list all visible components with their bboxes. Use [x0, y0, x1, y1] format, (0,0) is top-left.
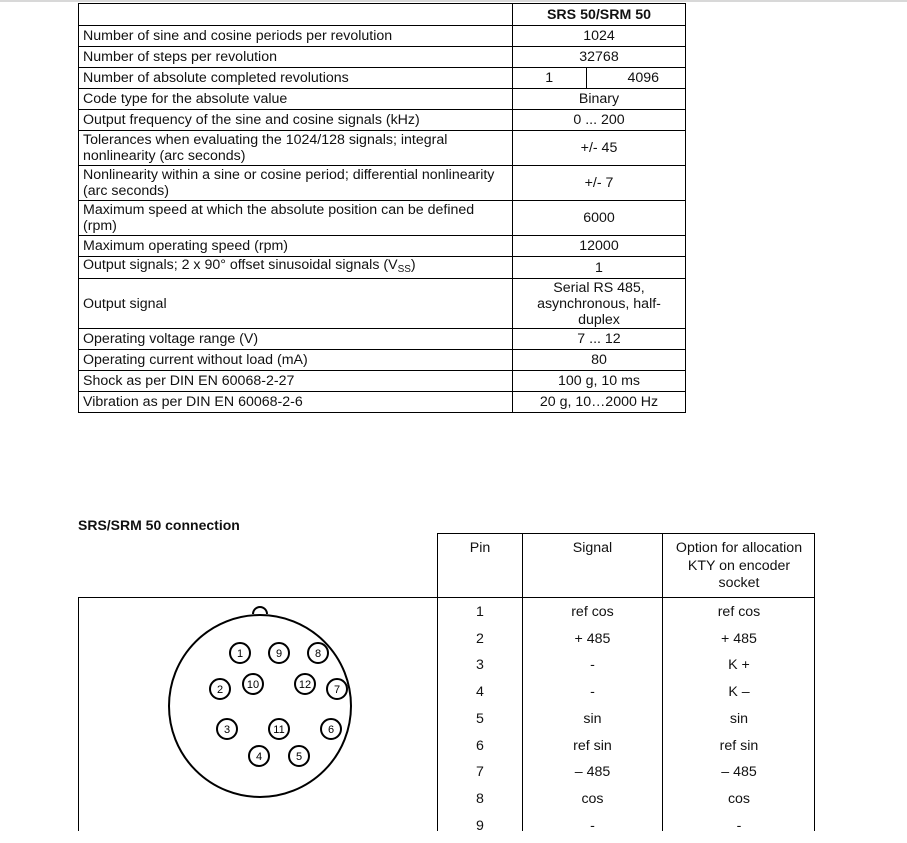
pin-option: K + — [728, 657, 750, 673]
spec-label: Number of absolute completed revolutions — [79, 68, 513, 89]
spec-row — [79, 257, 686, 279]
pin-number: 8 — [476, 791, 484, 807]
spec-label-subscript: SS — [397, 264, 411, 275]
connector-pin-3 — [217, 719, 237, 739]
spec-value: Binary — [513, 89, 686, 110]
table-row — [438, 816, 815, 843]
table-border — [78, 597, 815, 598]
spec-value: 12000 — [513, 236, 686, 257]
svg-text:12: 12 — [298, 679, 312, 691]
spec-value-split — [513, 68, 686, 89]
svg-text:6: 6 — [327, 724, 335, 736]
spec-row — [79, 392, 686, 413]
spec-row — [79, 166, 686, 201]
spec-label: Vibration as per DIN EN 60068-2-6 — [79, 392, 513, 413]
pin-option: – 485 — [721, 764, 757, 780]
connector-pinout-diagram — [162, 604, 362, 804]
connector-pin-5 — [289, 746, 309, 766]
spec-label: Number of sine and cosine periods per revolution — [79, 26, 513, 47]
pin-option: K – — [728, 684, 750, 700]
spec-row — [79, 371, 686, 392]
spec-label: Shock as per DIN EN 60068-2-27 — [79, 371, 513, 392]
spec-row — [79, 47, 686, 68]
pin-signal: ref cos — [571, 604, 614, 620]
table-row — [438, 602, 815, 629]
spec-row — [79, 279, 686, 329]
pin-option: cos — [727, 791, 751, 807]
spec-row — [79, 68, 686, 89]
connector-pin-12 — [295, 674, 315, 694]
spec-value: 7 ... 12 — [513, 329, 686, 350]
spec-value: 100 g, 10 ms — [513, 371, 686, 392]
specification-table — [78, 3, 686, 413]
pin-option: sin — [729, 711, 749, 727]
spec-value: +/- 7 — [513, 166, 686, 201]
pin-number: 9 — [476, 818, 484, 834]
connector-pin-6 — [321, 719, 341, 739]
pin-signal: sin — [583, 711, 602, 727]
spec-label: Tolerances when evaluating the 1024/128 signals; integral nonlinearity (arc seconds) — [79, 131, 513, 166]
spec-header-row — [79, 4, 686, 26]
connector-outline-icon — [169, 607, 351, 797]
spec-value: 1024 — [513, 26, 686, 47]
spec-label: Output signal — [79, 279, 513, 329]
spec-value-left: 1 — [513, 68, 587, 88]
pin-option: + 485 — [721, 631, 757, 647]
spec-value: 6000 — [513, 201, 686, 236]
connector-pin-2 — [210, 679, 230, 699]
pin-signal: + 485 — [574, 631, 611, 647]
spec-row — [79, 89, 686, 110]
pin-number: 5 — [476, 711, 484, 727]
spec-value: 1 — [513, 257, 686, 279]
table-row — [438, 762, 815, 789]
spec-label: Code type for the absolute value — [79, 89, 513, 110]
spec-label: Number of steps per revolution — [79, 47, 513, 68]
spec-value: 32768 — [513, 47, 686, 68]
pin-option: ref cos — [717, 604, 761, 620]
spec-value: +/- 45 — [513, 131, 686, 166]
connector-pin-8 — [308, 643, 328, 663]
pin-option: ref sin — [719, 738, 759, 754]
connector-pin-11 — [269, 719, 289, 739]
spec-row — [79, 131, 686, 166]
svg-text:1: 1 — [236, 648, 244, 660]
spec-value: 0 ... 200 — [513, 110, 686, 131]
table-border — [78, 597, 79, 831]
header-pin: Pin — [469, 540, 491, 556]
spec-value: 20 g, 10…2000 Hz — [513, 392, 686, 413]
header-signal: Signal — [572, 540, 613, 556]
svg-text:5: 5 — [295, 751, 303, 763]
pin-number: 7 — [476, 764, 484, 780]
connector-pin-1 — [230, 643, 250, 663]
connector-pin-4 — [249, 746, 269, 766]
table-row — [438, 709, 815, 736]
spec-label-with-subscript — [79, 257, 513, 279]
spec-row — [79, 110, 686, 131]
connector-pin-9 — [269, 643, 289, 663]
table-border — [437, 533, 815, 534]
connector-pins — [210, 643, 347, 766]
spec-row — [79, 236, 686, 257]
svg-text:7: 7 — [333, 684, 341, 696]
pin-number: 6 — [476, 738, 484, 754]
pin-number: 1 — [476, 604, 484, 620]
connector-pin-10 — [243, 674, 263, 694]
svg-text:9: 9 — [275, 648, 283, 660]
svg-text:8: 8 — [314, 648, 322, 660]
svg-text:10: 10 — [246, 679, 260, 691]
table-row — [438, 655, 815, 682]
svg-text:4: 4 — [255, 751, 263, 763]
pin-signal: ref sin — [573, 738, 612, 754]
spec-value: 80 — [513, 350, 686, 371]
pin-signal: cos — [581, 791, 604, 807]
spec-value-right: 4096 — [627, 70, 659, 86]
spec-label: Maximum speed at which the absolute position can be defined (rpm) — [79, 201, 513, 236]
pin-signal: - — [590, 818, 595, 834]
spec-row — [79, 329, 686, 350]
table-row — [438, 736, 815, 763]
table-row — [438, 789, 815, 816]
header-option: Option for allocation KTY on encoder socket — [675, 540, 803, 591]
spec-label: Operating current without load (mA) — [79, 350, 513, 371]
spec-label-tail: ) — [410, 257, 416, 273]
svg-text:11: 11 — [273, 724, 285, 736]
table-row — [438, 682, 815, 709]
pin-number: 2 — [476, 631, 484, 647]
spec-label: Maximum operating speed (rpm) — [79, 236, 513, 257]
pin-number: 4 — [476, 684, 484, 700]
pin-option: - — [736, 818, 742, 834]
pin-signal: - — [590, 657, 595, 673]
page-top-border — [0, 0, 907, 2]
pin-signal: – 485 — [574, 764, 611, 780]
svg-text:2: 2 — [216, 684, 224, 696]
spec-row — [79, 26, 686, 47]
spec-row — [79, 350, 686, 371]
spec-label: Operating voltage range (V) — [79, 329, 513, 350]
svg-text:3: 3 — [223, 724, 231, 736]
pin-number: 3 — [476, 657, 484, 673]
spec-label: Nonlinearity within a sine or cosine period; differential nonlinearity (arc seconds) — [79, 166, 513, 201]
pin-signal: - — [590, 684, 595, 700]
spec-label: Output signals; 2 x 90° offset sinusoidal signals (V — [83, 257, 398, 273]
spec-value: Serial RS 485, asynchronous, half-duplex — [513, 279, 686, 329]
connector-pin-7 — [327, 679, 347, 699]
spec-row — [79, 201, 686, 236]
spec-header-empty-cell — [79, 4, 513, 26]
spec-header-model: SRS 50/SRM 50 — [513, 4, 686, 26]
spec-label: Output frequency of the sine and cosine signals (kHz) — [79, 110, 513, 131]
connection-section-title: SRS/SRM 50 connection — [78, 517, 240, 533]
table-row — [438, 629, 815, 656]
